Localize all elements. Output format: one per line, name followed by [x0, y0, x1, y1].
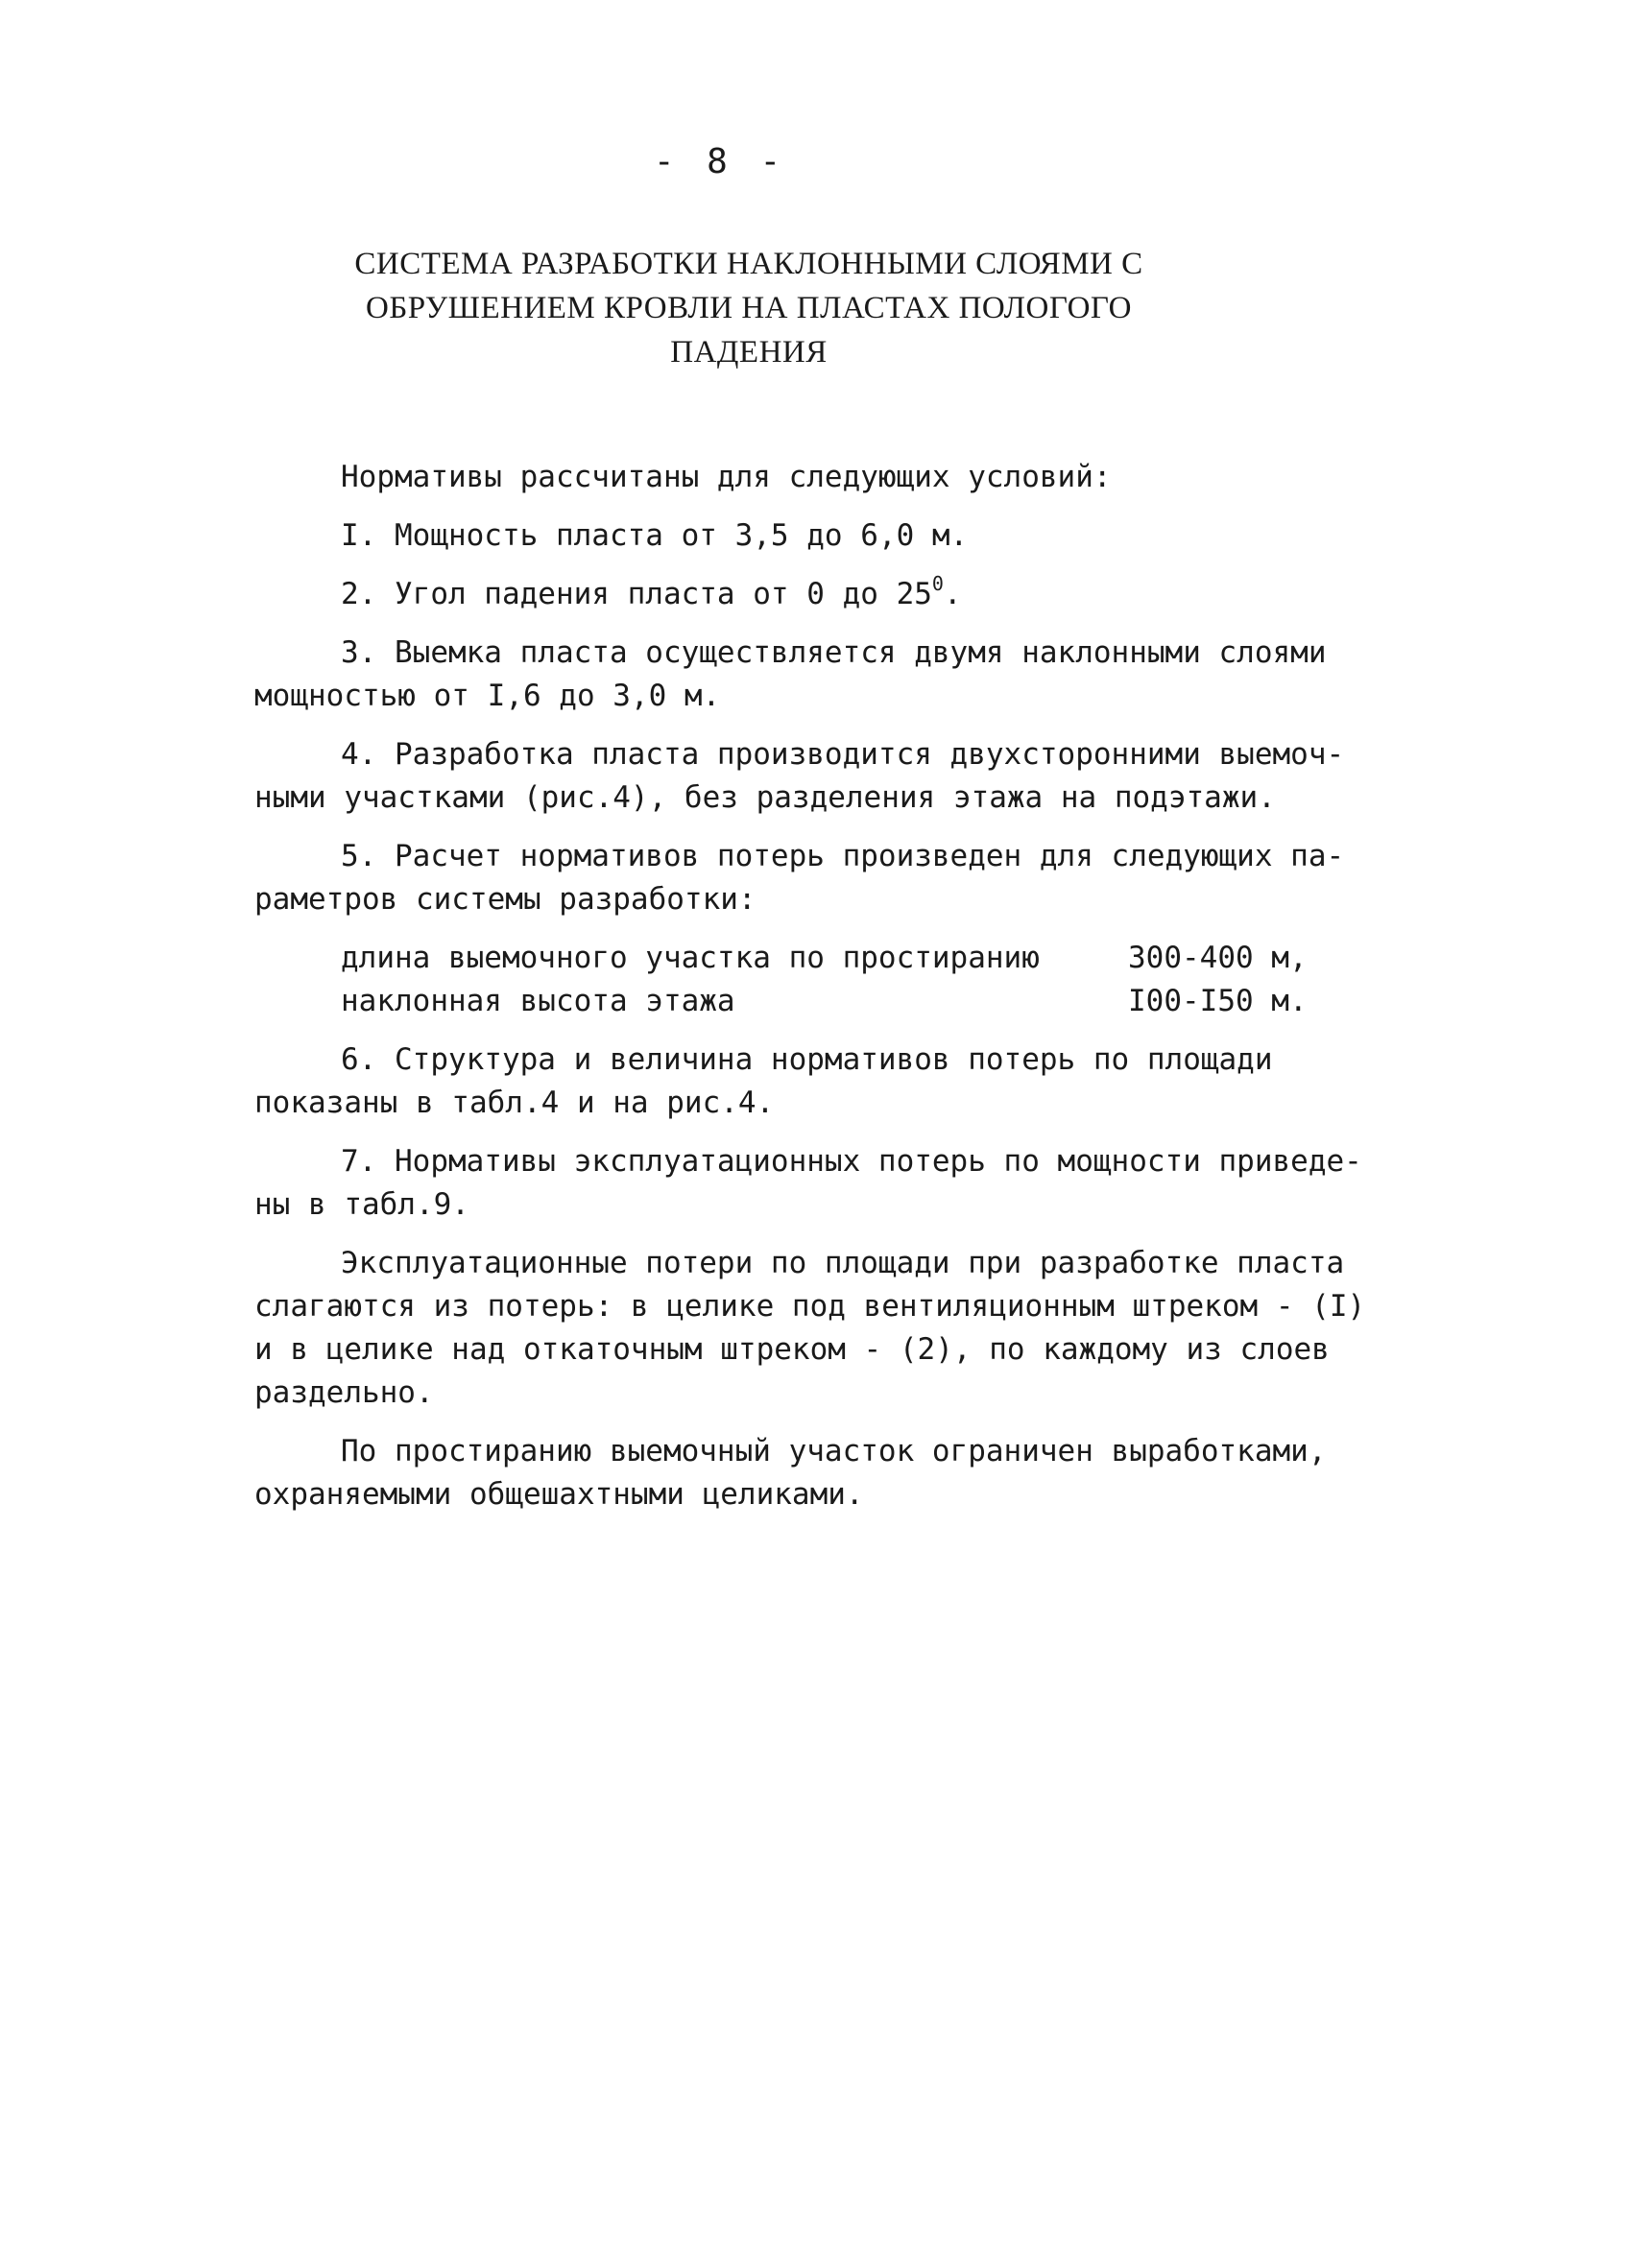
- page-number: - 8 -: [653, 142, 787, 181]
- losses-paragraph-line: слагаются из потерь: в целике под вентиляционным штреком - (I): [254, 1289, 1366, 1324]
- losses-paragraph: [254, 1242, 1387, 1415]
- condition-item-6-line: 6. Структура и величина нормативов потерь по площади: [341, 1042, 1273, 1077]
- parameter-row: [341, 937, 1330, 980]
- strike-paragraph-line: охраняемыми общешахтными целиками.: [254, 1477, 864, 1512]
- condition-item-6: [254, 1039, 1387, 1125]
- condition-item-7: [254, 1140, 1387, 1227]
- condition-item-3: [254, 632, 1387, 718]
- losses-paragraph-line: раздельно.: [254, 1375, 434, 1410]
- condition-item-7-line: ны в табл.9.: [254, 1187, 469, 1222]
- condition-item-6-line: показаны в табл.4 и на рис.4.: [254, 1086, 775, 1120]
- section-title-line: СИСТЕМА РАЗРАБОТКИ НАКЛОННЫМИ СЛОЯМИ С: [354, 247, 1143, 281]
- condition-item-4-line: 4. Разработка пласта производится двухсторонними выемоч-: [341, 737, 1345, 772]
- condition-item-2-text: 2. Угол падения пласта от 0 до 25: [341, 577, 932, 611]
- condition-item-5: [254, 835, 1387, 921]
- section-title-line: ОБРУШЕНИЕМ КРОВЛИ НА ПЛАСТАХ ПОЛОГОГО: [365, 291, 1132, 325]
- condition-item-7-line: 7. Нормативы эксплуатационных потерь по мощности приведе-: [341, 1144, 1362, 1179]
- parameter-label: длина выемочного участка по простиранию: [341, 941, 1040, 975]
- parameter-value: 300-400 м,: [1128, 941, 1308, 975]
- section-title-line: ПАДЕНИЯ: [670, 335, 828, 370]
- losses-paragraph-line: и в целике над откаточным штреком - (2), по каждому из слоев: [254, 1332, 1330, 1367]
- strike-paragraph-line: По простиранию выемочный участок ограничен выработками,: [341, 1434, 1327, 1468]
- condition-item-2-end: .: [943, 577, 962, 611]
- condition-item-5-line: 5. Расчет нормативов потерь произведен для следующих па-: [341, 839, 1345, 873]
- condition-item-3-line: мощностью от I,6 до 3,0 м.: [254, 679, 721, 713]
- losses-paragraph-line: Эксплуатационные потери по площади при разработке пласта: [341, 1246, 1345, 1280]
- condition-item-3-line: 3. Выемка пласта осуществляется двумя наклонными слоями: [341, 635, 1327, 670]
- strike-paragraph: [254, 1430, 1387, 1516]
- condition-item-5-line: раметров системы разработки:: [254, 882, 756, 917]
- parameter-row: [341, 980, 1330, 1023]
- section-title: [317, 242, 1181, 374]
- body-text: [254, 456, 1387, 1532]
- parameter-list: [254, 937, 1387, 1023]
- condition-item-4: [254, 733, 1387, 820]
- intro-paragraph: Нормативы рассчитаны для следующих условий:: [341, 460, 1112, 494]
- condition-item-2: [254, 573, 1387, 616]
- parameter-label: наклонная высота этажа: [341, 984, 735, 1018]
- parameter-value: I00-I50 м.: [1128, 984, 1308, 1018]
- degree-superscript: 0: [931, 572, 944, 595]
- condition-item-1: I. Мощность пласта от 3,5 до 6,0 м.: [341, 518, 969, 553]
- condition-item-4-line: ными участками (рис.4), без разделения этажа на подэтажи.: [254, 780, 1276, 815]
